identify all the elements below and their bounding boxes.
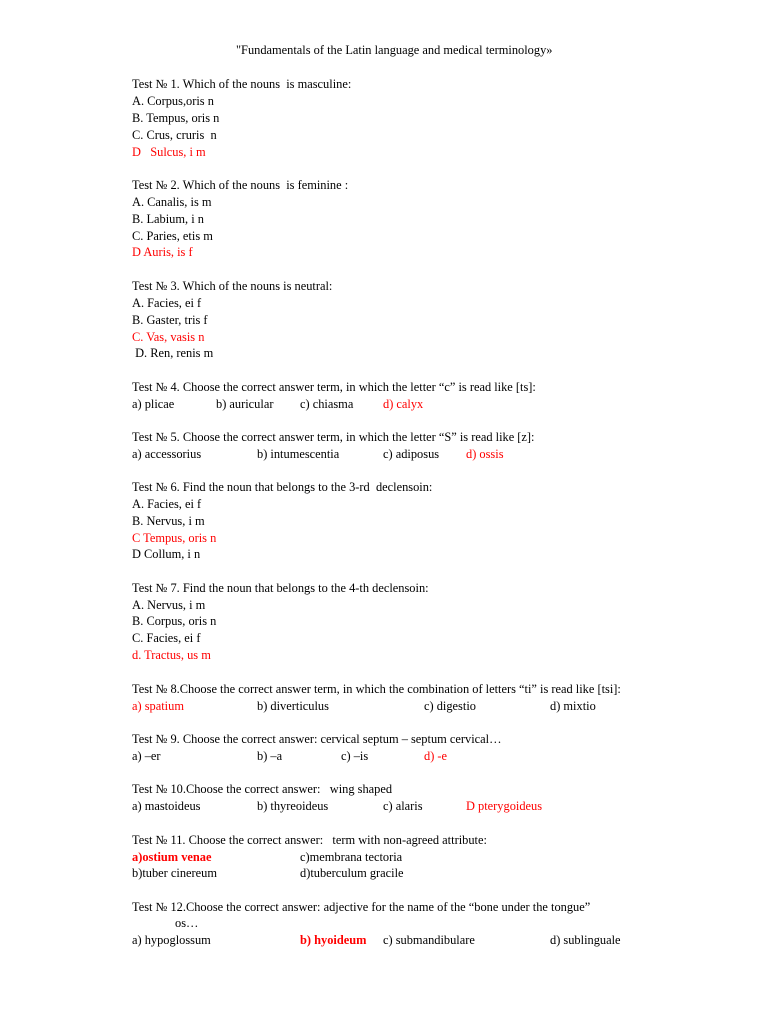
test-9-question: Test № 9. Choose the correct answer: cervical septum – septum cervical… (132, 732, 502, 746)
test-6-option-c-correct: C Tempus, oris n (132, 531, 217, 545)
test-5-option-b: b) intumescentia (257, 447, 340, 461)
test-1-option-b: B. Tempus, oris n (132, 111, 220, 125)
test-11-option-a-correct: a)ostium venae (132, 850, 212, 864)
test-5-question: Test № 5. Choose the correct answer term, in which the letter “S” is read like [z]: (132, 430, 535, 444)
test-4-option-d-correct: d) calyx (383, 397, 424, 411)
test-2-option-d-correct: D Auris, is f (132, 245, 193, 259)
test-4-option-a: a) plicae (132, 397, 175, 411)
test-9-option-a: a) –er (132, 749, 161, 763)
test-7-question: Test № 7. Find the noun that belongs to the 4-th declensoin: (132, 581, 429, 595)
test-10-option-c: c) alaris (383, 799, 423, 813)
test-4-question: Test № 4. Choose the correct answer term, in which the letter “c” is read like [ts]: (132, 380, 536, 394)
test-1-question: Test № 1. Which of the nouns is masculine: (132, 77, 352, 91)
test-2-option-b: B. Labium, i n (132, 212, 204, 226)
test-5-option-d-correct: d) ossis (466, 447, 504, 461)
test-1-option-c: C. Crus, cruris n (132, 128, 217, 142)
test-8-question: Test № 8.Choose the correct answer term, in which the combination of letters “ti” is read like [tsi]: (132, 682, 621, 696)
test-3-option-c-correct: C. Vas, vasis n (132, 330, 205, 344)
test-3-option-d: D. Ren, renis m (132, 346, 214, 360)
test-6-option-a: A. Facies, ei f (132, 497, 202, 511)
test-7-option-a: A. Nervus, i m (132, 598, 206, 612)
test-11-option-d: d)tuberculum gracile (300, 866, 404, 880)
test-8-option-b: b) diverticulus (257, 699, 329, 713)
test-12-option-c: c) submandibulare (383, 933, 475, 947)
test-5-option-a: a) accessorius (132, 447, 202, 461)
test-3-question: Test № 3. Which of the nouns is neutral: (132, 279, 333, 293)
test-10-option-d-correct: D pterygoideus (466, 799, 543, 813)
test-3-option-b: B. Gaster, tris f (132, 313, 208, 327)
test-1-option-d-correct: D Sulcus, i m (132, 145, 206, 159)
test-2-option-c: C. Paries, etis m (132, 229, 213, 243)
test-7-option-b: B. Corpus, oris n (132, 614, 217, 628)
test-10-option-b: b) thyreoideus (257, 799, 329, 813)
test-2-question: Test № 2. Which of the nouns is feminine : (132, 178, 349, 192)
test-6-option-b: B. Nervus, i m (132, 514, 205, 528)
test-9-option-b: b) –a (257, 749, 283, 763)
test-8-option-d: d) mixtio (550, 699, 596, 713)
test-12-option-d: d) sublinguale (550, 933, 621, 947)
test-11-option-b: b)tuber cinereum (132, 866, 217, 880)
test-4-option-c: c) chiasma (300, 397, 354, 411)
test-10-question: Test № 10.Choose the correct answer: wing shaped (132, 782, 393, 796)
test-6-question: Test № 6. Find the noun that belongs to the 3-rd declensoin: (132, 480, 433, 494)
test-7-option-d-correct: d. Tractus, us m (132, 648, 211, 662)
test-9-option-d-correct: d) -e (424, 749, 448, 763)
test-12-option-a: a) hypoglossum (132, 933, 211, 947)
test-5-option-c: c) adiposus (383, 447, 440, 461)
test-2-option-a: A. Canalis, is m (132, 195, 212, 209)
test-6-option-d: D Collum, i n (132, 547, 201, 561)
test-8-option-c: c) digestio (424, 699, 476, 713)
test-11-question: Test № 11. Choose the correct answer: term with non-agreed attribute: (132, 833, 487, 847)
test-10-option-a: a) mastoideus (132, 799, 201, 813)
test-1-option-a: A. Corpus,oris n (132, 94, 214, 108)
document-title: "Fundamentals of the Latin language and medical terminology» (236, 43, 553, 57)
test-12-option-b-correct: b) hyoideum (300, 933, 367, 947)
test-12-question: Test № 12.Choose the correct answer: adjective for the name of the “bone under the tongue” (132, 900, 591, 914)
test-9-option-c: c) –is (341, 749, 369, 763)
test-11-option-c: c)membrana tectoria (300, 850, 403, 864)
test-4-option-b: b) auricular (216, 397, 274, 411)
test-8-option-a-correct: a) spatium (132, 699, 184, 713)
test-7-option-c: C. Facies, ei f (132, 631, 201, 645)
test-12-question-continued: os… (175, 916, 199, 930)
test-3-option-a: A. Facies, ei f (132, 296, 202, 310)
